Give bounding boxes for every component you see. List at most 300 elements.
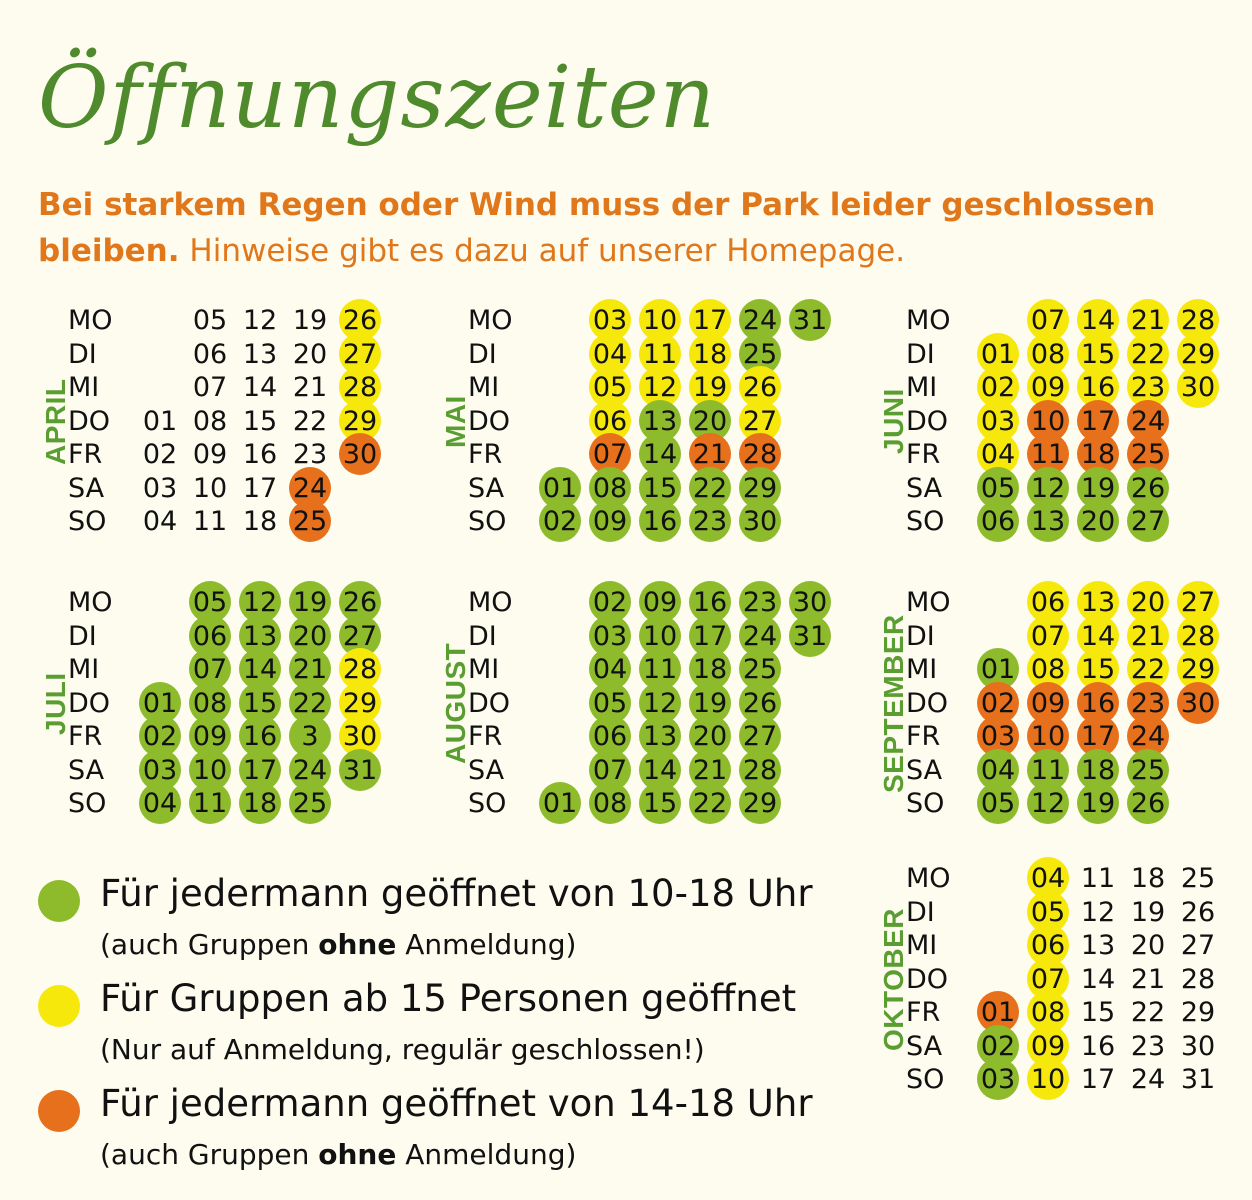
legend-main-text: Für jedermann geöffnet von 10-18 Uhr (100, 872, 813, 915)
day-number: 08 (592, 472, 628, 504)
day-cell (738, 620, 782, 654)
day-cell (1126, 586, 1170, 620)
day-number: 19 (692, 372, 728, 403)
weekday-label: MI (468, 372, 500, 403)
day-number: 22 (1130, 997, 1166, 1028)
day-cell (1026, 438, 1070, 472)
day-number: 16 (242, 721, 278, 752)
day-number: 21 (1130, 620, 1166, 652)
day-cell (788, 304, 832, 338)
day-cell (588, 653, 632, 687)
weekday-label: MI (68, 372, 100, 403)
weekday-label: DI (906, 338, 935, 370)
weekday-label: MO (906, 587, 951, 618)
day-number: 14 (1080, 963, 1116, 995)
day-cell (688, 505, 732, 539)
day-number: 07 (592, 439, 628, 470)
day-cell (1026, 405, 1070, 439)
day-number: 04 (142, 506, 178, 537)
day-number: 15 (1080, 654, 1116, 685)
day-number: 29 (742, 788, 778, 819)
day-number: 10 (642, 305, 678, 336)
day-cell (1026, 1063, 1070, 1097)
day-number: 20 (1130, 587, 1166, 618)
day-cell (288, 653, 332, 687)
legend-item (38, 977, 858, 1077)
day-cell (1176, 338, 1220, 372)
day-cell (976, 371, 1020, 405)
day-cell (588, 405, 632, 439)
day-number: 16 (1080, 687, 1116, 719)
day-cell (238, 653, 282, 687)
day-number: 20 (692, 721, 728, 752)
day-number: 28 (342, 372, 378, 403)
day-number: 13 (642, 721, 678, 752)
weekday-label: SO (468, 788, 507, 819)
day-cell (1026, 896, 1070, 930)
day-number: 27 (1130, 506, 1166, 537)
legend-dot-orange (38, 1090, 80, 1132)
day-number: 19 (292, 305, 328, 336)
day-cell (188, 338, 232, 372)
day-number: 10 (1030, 1064, 1066, 1095)
day-cell (338, 620, 382, 654)
weekday-label: FR (468, 721, 503, 752)
day-cell (238, 620, 282, 654)
day-cell (188, 505, 232, 539)
day-number: 24 (1130, 405, 1166, 437)
weekday-label: SO (906, 788, 945, 819)
day-number: 02 (142, 439, 178, 470)
day-cell (238, 687, 282, 721)
day-cell (1126, 929, 1170, 963)
day-number: 27 (742, 405, 778, 437)
day-cell (1026, 505, 1070, 539)
day-cell (188, 438, 232, 472)
month-name: JULI (40, 671, 71, 735)
weekday-label: DI (468, 338, 497, 370)
day-cell (738, 371, 782, 405)
day-number: 11 (1080, 863, 1116, 894)
day-cell (288, 438, 332, 472)
day-number: 24 (292, 754, 328, 786)
day-cell (138, 787, 182, 821)
day-cell (188, 720, 232, 754)
day-cell (976, 754, 1020, 788)
weekday-label: FR (906, 997, 941, 1028)
day-number: 03 (980, 721, 1016, 752)
day-cell (1076, 405, 1120, 439)
day-number: 03 (592, 620, 628, 652)
day-cell (738, 586, 782, 620)
day-cell (1076, 438, 1120, 472)
day-cell (1176, 1030, 1220, 1064)
day-number: 08 (192, 687, 228, 719)
day-cell (688, 687, 732, 721)
day-number: 06 (192, 338, 228, 370)
day-number: 24 (292, 472, 328, 504)
legend-sub-bold: ohne (318, 928, 397, 961)
day-number: 14 (242, 654, 278, 685)
day-number: 29 (742, 472, 778, 504)
day-cell (288, 620, 332, 654)
day-number: 24 (742, 620, 778, 652)
day-cell (788, 586, 832, 620)
day-number: 30 (342, 439, 378, 470)
day-cell (238, 472, 282, 506)
day-number: 08 (592, 788, 628, 819)
day-number: 29 (1180, 654, 1216, 685)
day-cell (288, 754, 332, 788)
day-cell (1076, 754, 1120, 788)
day-cell (1126, 371, 1170, 405)
day-number: 22 (692, 472, 728, 504)
day-number: 20 (292, 338, 328, 370)
day-number: 12 (1030, 788, 1066, 819)
day-cell (1126, 754, 1170, 788)
day-number: 30 (792, 587, 828, 618)
day-cell (188, 304, 232, 338)
weekday-label: SO (68, 506, 107, 537)
day-cell (688, 405, 732, 439)
day-cell (338, 304, 382, 338)
month-name: OKTOBER (878, 907, 909, 1051)
day-cell (1126, 862, 1170, 896)
day-number: 18 (242, 506, 278, 537)
day-number: 14 (242, 372, 278, 403)
day-number: 17 (242, 754, 278, 786)
day-number: 30 (1180, 372, 1216, 403)
day-number: 17 (1080, 405, 1116, 437)
day-number: 23 (692, 506, 728, 537)
day-cell (1176, 896, 1220, 930)
weekday-label: FR (68, 721, 103, 752)
day-cell (976, 1063, 1020, 1097)
day-number: 22 (292, 405, 328, 437)
day-number: 09 (1030, 1030, 1066, 1062)
day-number: 16 (242, 439, 278, 470)
day-cell (638, 338, 682, 372)
day-number: 18 (242, 788, 278, 819)
day-cell (138, 687, 182, 721)
day-number: 09 (592, 506, 628, 537)
day-cell (788, 620, 832, 654)
day-number: 03 (980, 405, 1016, 437)
weekday-label: SO (906, 506, 945, 537)
day-number: 13 (242, 620, 278, 652)
weekday-label: SA (906, 754, 943, 786)
day-number: 31 (1180, 1064, 1216, 1095)
day-number: 12 (642, 372, 678, 403)
day-cell (976, 687, 1020, 721)
day-number: 13 (242, 338, 278, 370)
day-number: 05 (980, 788, 1016, 819)
day-number: 06 (592, 405, 628, 437)
day-number: 30 (1180, 687, 1216, 719)
weekday-label: DO (906, 405, 949, 437)
legend-sub-after: Anmeldung) (405, 928, 577, 961)
day-number: 18 (1080, 754, 1116, 786)
day-number: 21 (1130, 305, 1166, 336)
month-block-september (878, 586, 1250, 826)
day-number: 25 (1180, 863, 1216, 894)
day-number: 29 (342, 405, 378, 437)
day-cell (1126, 505, 1170, 539)
day-cell (638, 687, 682, 721)
weekday-label: SO (468, 506, 507, 537)
day-number: 01 (980, 654, 1016, 685)
day-cell (588, 304, 632, 338)
day-number: 08 (1030, 338, 1066, 370)
day-number: 06 (980, 506, 1016, 537)
day-number: 07 (192, 654, 228, 685)
month-name: AUGUST (440, 642, 471, 764)
day-cell (588, 620, 632, 654)
weekday-label: SA (468, 472, 505, 504)
day-number: 08 (1030, 654, 1066, 685)
day-cell (538, 505, 582, 539)
weekday-label: DO (68, 405, 111, 437)
day-cell (638, 720, 682, 754)
weekday-label: MO (468, 587, 513, 618)
day-number: 21 (692, 439, 728, 470)
day-number: 16 (642, 506, 678, 537)
day-cell (1026, 754, 1070, 788)
day-number: 27 (742, 721, 778, 752)
weekday-label: SO (906, 1064, 945, 1095)
day-number: 28 (742, 754, 778, 786)
day-number: 17 (692, 305, 728, 336)
day-cell (1126, 996, 1170, 1030)
day-number: 04 (592, 654, 628, 685)
day-cell (188, 620, 232, 654)
day-cell (638, 438, 682, 472)
day-cell (588, 472, 632, 506)
day-number: 11 (1030, 754, 1066, 786)
day-cell (1076, 862, 1120, 896)
day-cell (688, 754, 732, 788)
weekday-label: MO (68, 305, 113, 336)
day-number: 26 (742, 687, 778, 719)
day-number: 10 (642, 620, 678, 652)
weekday-label: FR (906, 721, 941, 752)
weekday-label: DO (68, 687, 111, 719)
page-title: Öffnungszeiten (38, 48, 717, 148)
day-number: 04 (592, 338, 628, 370)
day-number: 16 (692, 587, 728, 618)
day-cell (1126, 896, 1170, 930)
day-number: 17 (242, 472, 278, 504)
weekday-label: DO (906, 687, 949, 719)
weekday-label: SA (68, 754, 105, 786)
weekday-label: SA (906, 472, 943, 504)
day-cell (976, 720, 1020, 754)
day-number: 11 (642, 654, 678, 685)
day-number: 17 (1080, 1064, 1116, 1095)
day-cell (1076, 1063, 1120, 1097)
day-number: 19 (692, 687, 728, 719)
day-number: 07 (192, 372, 228, 403)
day-cell (688, 472, 732, 506)
day-number: 09 (192, 439, 228, 470)
day-cell (188, 754, 232, 788)
day-cell (238, 787, 282, 821)
day-cell (288, 687, 332, 721)
day-cell (1026, 862, 1070, 896)
day-cell (538, 472, 582, 506)
day-cell (638, 405, 682, 439)
weekday-label: DI (906, 896, 935, 928)
day-number: 29 (1180, 338, 1216, 370)
day-number: 14 (1080, 305, 1116, 336)
day-cell (1176, 996, 1220, 1030)
day-number: 03 (142, 754, 178, 786)
day-number: 19 (1080, 472, 1116, 504)
day-number: 29 (342, 687, 378, 719)
day-number: 09 (1030, 372, 1066, 403)
day-cell (188, 653, 232, 687)
day-number: 23 (742, 587, 778, 618)
day-number: 15 (242, 687, 278, 719)
legend-item (38, 1082, 858, 1182)
weekday-label: DO (468, 687, 511, 719)
day-cell (1076, 620, 1120, 654)
day-cell (738, 687, 782, 721)
legend-sub-text (100, 1033, 705, 1066)
month-block-april (40, 304, 412, 544)
day-cell (1126, 405, 1170, 439)
day-number: 14 (1080, 620, 1116, 652)
month-name: JUNI (878, 388, 909, 455)
day-number: 24 (1130, 721, 1166, 752)
day-cell (1126, 1063, 1170, 1097)
day-number: 25 (742, 654, 778, 685)
day-cell (688, 338, 732, 372)
day-cell (638, 653, 682, 687)
day-number: 21 (1130, 963, 1166, 995)
day-number: 27 (1180, 930, 1216, 961)
day-number: 02 (980, 1030, 1016, 1062)
day-number: 20 (692, 405, 728, 437)
month-name: SEPTEMBER (878, 613, 909, 793)
day-cell (1176, 862, 1220, 896)
day-number: 18 (1080, 439, 1116, 470)
day-number: 06 (1030, 587, 1066, 618)
day-cell (238, 586, 282, 620)
day-number: 22 (1130, 654, 1166, 685)
day-number: 19 (1130, 896, 1166, 928)
day-cell (238, 720, 282, 754)
day-number: 13 (1080, 930, 1116, 961)
day-cell (288, 720, 332, 754)
day-cell (288, 505, 332, 539)
day-cell (638, 371, 682, 405)
day-number: 20 (1080, 506, 1116, 537)
day-cell (1026, 620, 1070, 654)
day-cell (338, 687, 382, 721)
month-block-mai (440, 304, 828, 544)
month-block-oktober (878, 862, 1250, 1102)
day-number: 07 (592, 754, 628, 786)
day-cell (1076, 586, 1120, 620)
day-number: 21 (292, 654, 328, 685)
day-cell (1076, 787, 1120, 821)
day-cell (238, 505, 282, 539)
day-cell (588, 338, 632, 372)
day-number: 13 (1030, 506, 1066, 537)
day-cell (976, 438, 1020, 472)
day-cell (976, 787, 1020, 821)
day-cell (1176, 586, 1220, 620)
day-number: 30 (342, 721, 378, 752)
day-cell (638, 754, 682, 788)
day-cell (1126, 338, 1170, 372)
day-cell (588, 720, 632, 754)
day-cell (688, 371, 732, 405)
day-number: 15 (642, 788, 678, 819)
weekday-label: MO (906, 305, 951, 336)
day-cell (138, 754, 182, 788)
day-cell (1176, 653, 1220, 687)
day-number: 26 (1130, 472, 1166, 504)
day-number: 19 (292, 587, 328, 618)
day-number: 25 (292, 788, 328, 819)
day-cell (238, 438, 282, 472)
day-cell (138, 405, 182, 439)
day-number: 30 (742, 506, 778, 537)
day-number: 10 (192, 754, 228, 786)
day-cell (738, 304, 782, 338)
day-cell (738, 338, 782, 372)
day-cell (288, 371, 332, 405)
day-cell (638, 472, 682, 506)
day-number: 06 (192, 620, 228, 652)
day-cell (1026, 586, 1070, 620)
weekday-label: DO (468, 405, 511, 437)
day-number: 27 (342, 338, 378, 370)
weekday-label: SO (68, 788, 107, 819)
day-number: 13 (642, 405, 678, 437)
closure-notice (38, 182, 1218, 274)
day-cell (688, 620, 732, 654)
day-cell (638, 787, 682, 821)
day-cell (588, 371, 632, 405)
day-number: 09 (192, 721, 228, 752)
day-number: 26 (742, 372, 778, 403)
day-number: 02 (142, 721, 178, 752)
notice-text: Hinweise gibt es dazu auf unserer Homepage. (189, 233, 906, 269)
day-cell (1076, 472, 1120, 506)
day-cell (1176, 963, 1220, 997)
day-cell (1176, 304, 1220, 338)
day-cell (188, 687, 232, 721)
day-cell (976, 505, 1020, 539)
day-number: 10 (1030, 721, 1066, 752)
day-number: 02 (980, 372, 1016, 403)
day-number: 12 (242, 305, 278, 336)
day-number: 25 (292, 506, 328, 537)
day-cell (1026, 1030, 1070, 1064)
day-cell (976, 405, 1020, 439)
weekday-label: SA (906, 1030, 943, 1062)
weekday-label: DI (68, 620, 97, 652)
day-number: 03 (980, 1064, 1016, 1095)
notice-bold-text: Bei starkem Regen oder Wind muss der Park leider geschlossen bleiben. (38, 187, 1156, 269)
day-cell (138, 472, 182, 506)
day-cell (288, 338, 332, 372)
legend-main-text: Für Gruppen ab 15 Personen geöffnet (100, 977, 797, 1020)
day-cell (1176, 687, 1220, 721)
